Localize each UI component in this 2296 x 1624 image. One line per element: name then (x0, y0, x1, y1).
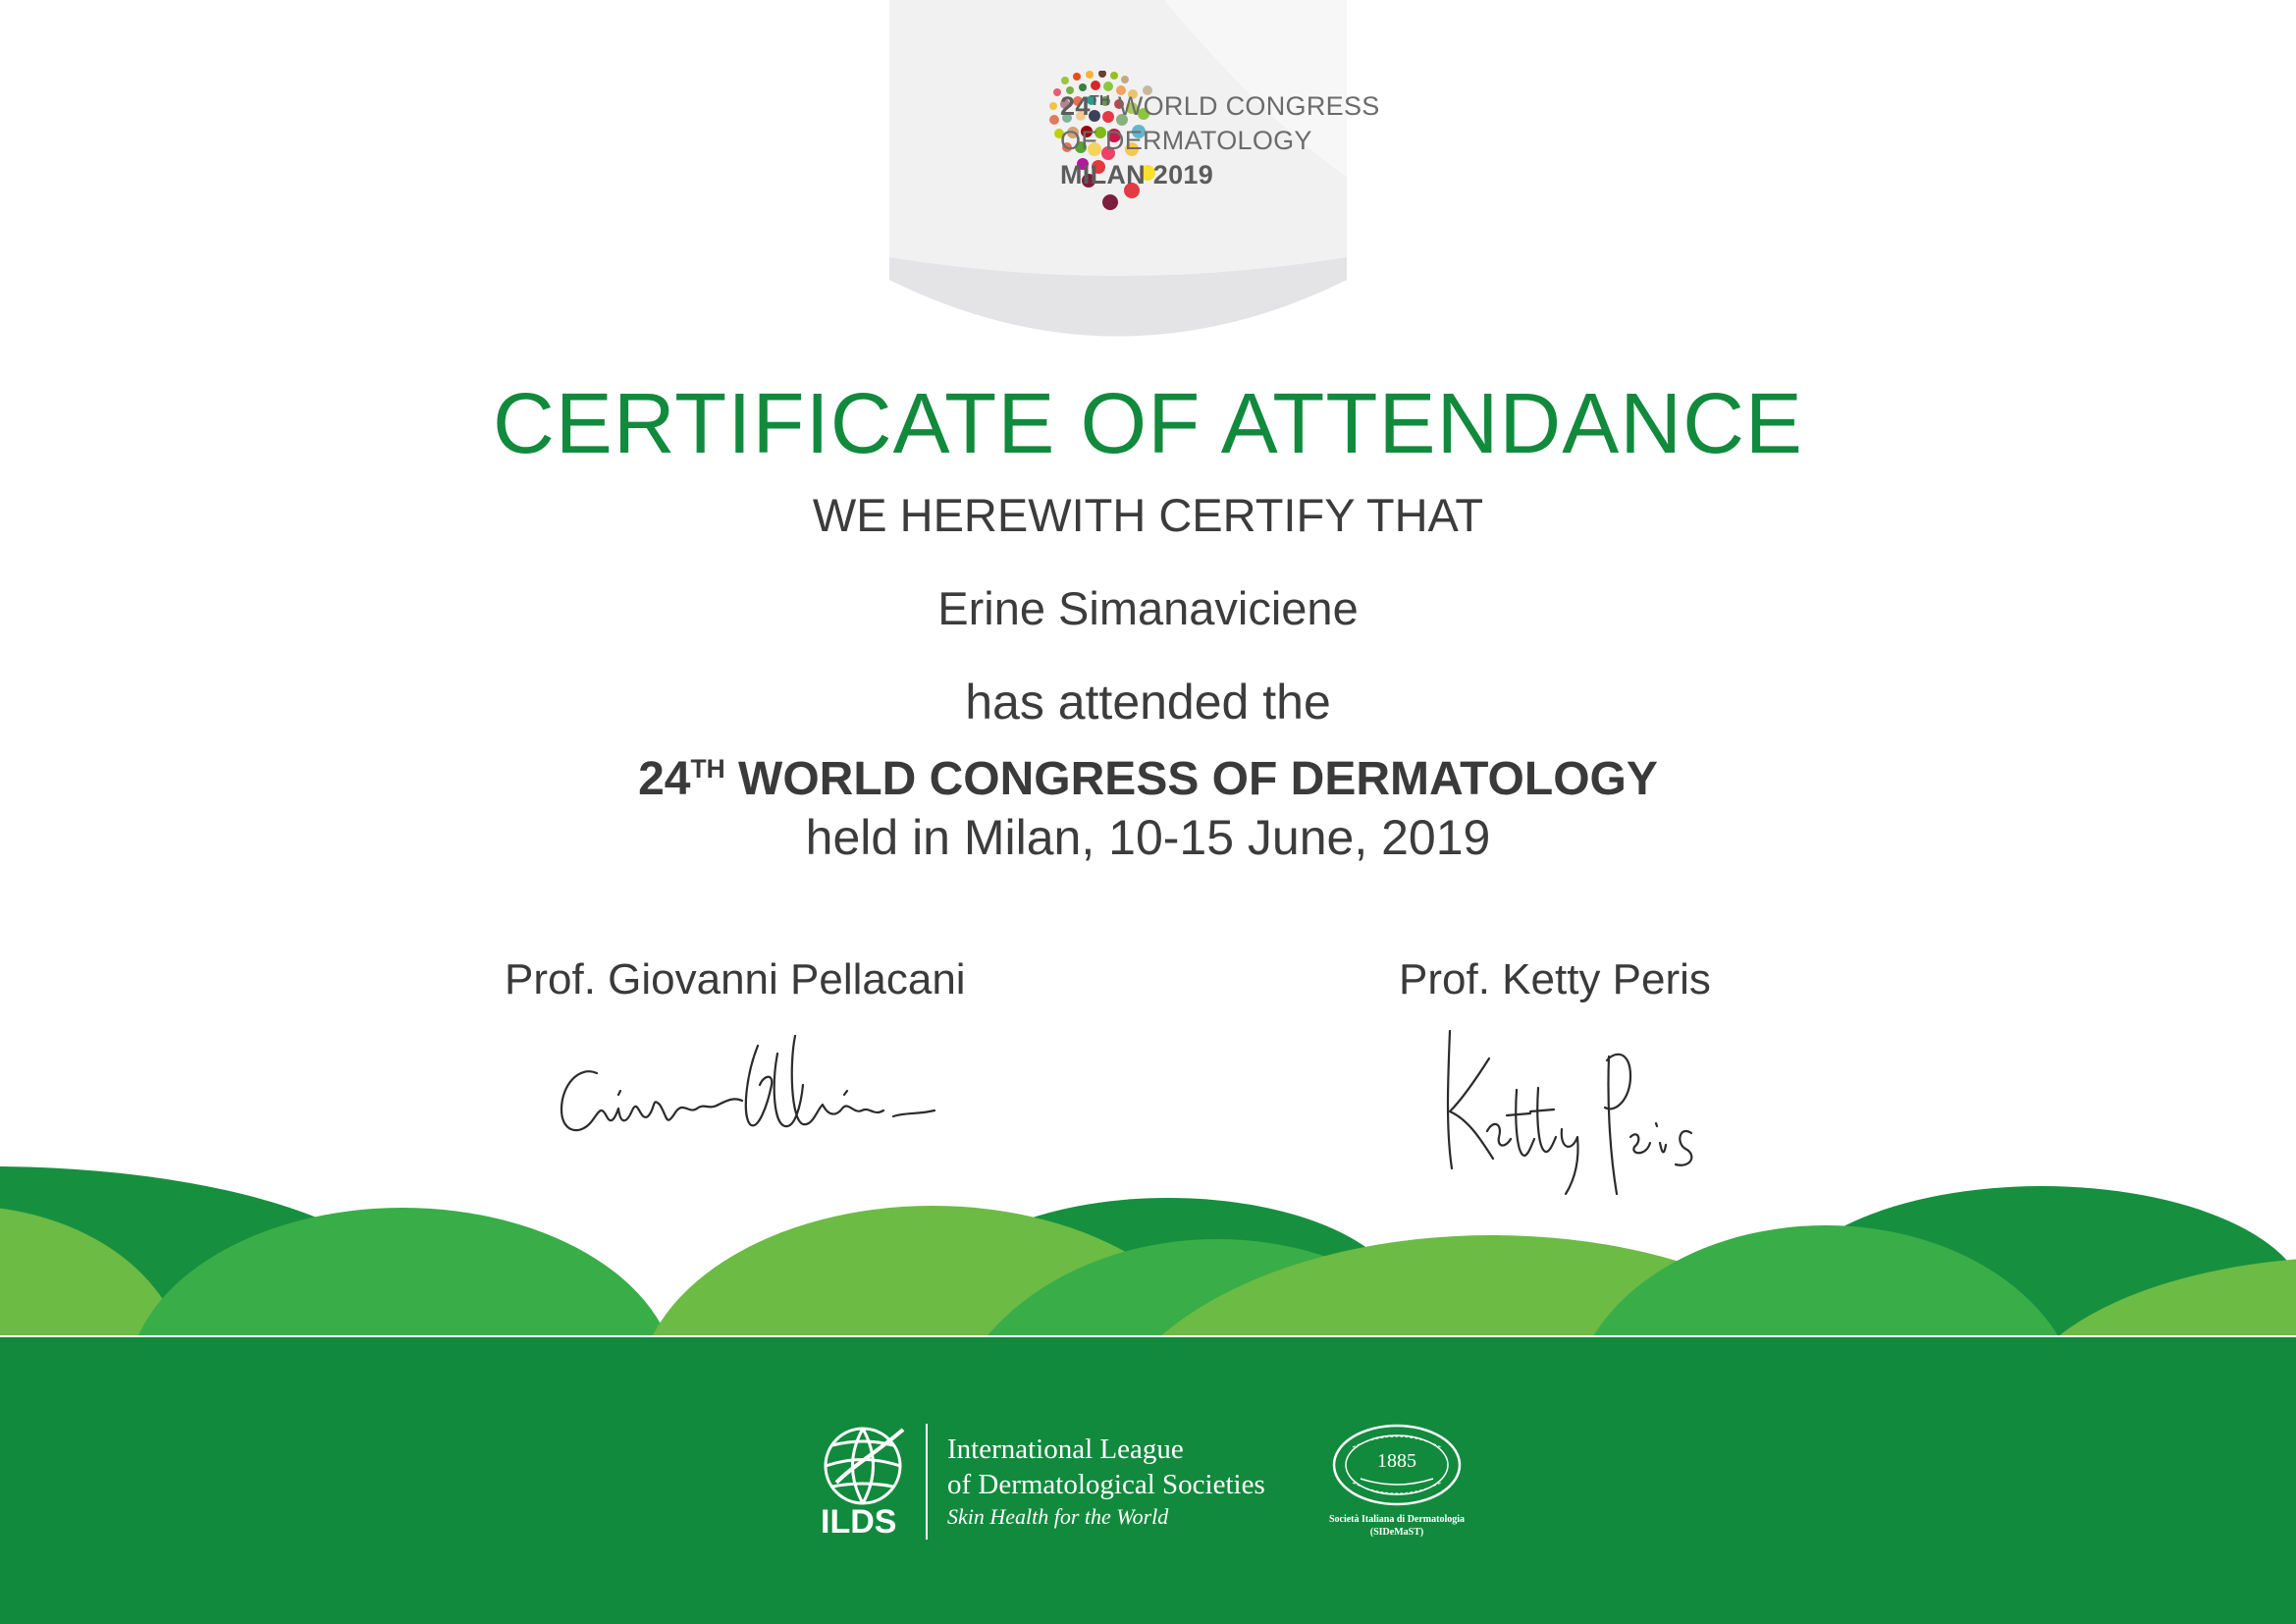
sidemast-caption (1306, 1513, 1488, 1539)
ilds-divider (926, 1424, 928, 1540)
logo-line3: MILAN 2019 (1060, 160, 1214, 189)
recipient-name: Erine Simanaviciene (937, 582, 1359, 634)
congress-name (0, 738, 2296, 810)
ilds-name-block (947, 1432, 1265, 1532)
logo-line2: OF DERMATOLOGY (1060, 126, 1312, 155)
attended-text: has attended the (965, 675, 1331, 730)
green-hills-decoration (0, 1159, 2296, 1335)
logo-number: 24 (1060, 91, 1091, 121)
certify-intro: WE HEREWITH CERTIFY THAT (812, 489, 1484, 541)
ilds-tagline: Skin Health for the World (947, 1504, 1169, 1529)
congress-suffix: TH (690, 754, 725, 784)
signatory-left-name: Prof. Giovanni Pellacani (505, 955, 966, 1003)
congress-name-rest: WORLD CONGRESS OF DERMATOLOGY (724, 753, 1658, 805)
certificate-title: CERTIFICATE OF ATTENDANCE (493, 376, 1803, 471)
sidemast-caption-line2: (SIDeMaST) (1369, 1527, 1424, 1538)
seal-year: 1885 (1377, 1450, 1416, 1472)
globe-icon (821, 1424, 905, 1508)
signature-left (550, 1026, 942, 1164)
ilds-name-line2: of Dermatological Societies (947, 1469, 1265, 1500)
event-details: held in Milan, 10-15 June, 2019 (805, 810, 1491, 865)
logo-suffix: TH (1090, 93, 1111, 109)
logo-line1: WORLD CONGRESS (1110, 91, 1380, 121)
ilds-name-line1: International League (947, 1434, 1184, 1465)
congress-number: 24 (638, 753, 691, 805)
signatory-right-name: Prof. Ketty Peris (1399, 955, 1711, 1003)
congress-logo-text (1060, 84, 1380, 192)
ilds-abbreviation: ILDS (821, 1503, 897, 1541)
sidemast-caption-line1: Società Italiana di Dermatologia (1328, 1514, 1466, 1525)
